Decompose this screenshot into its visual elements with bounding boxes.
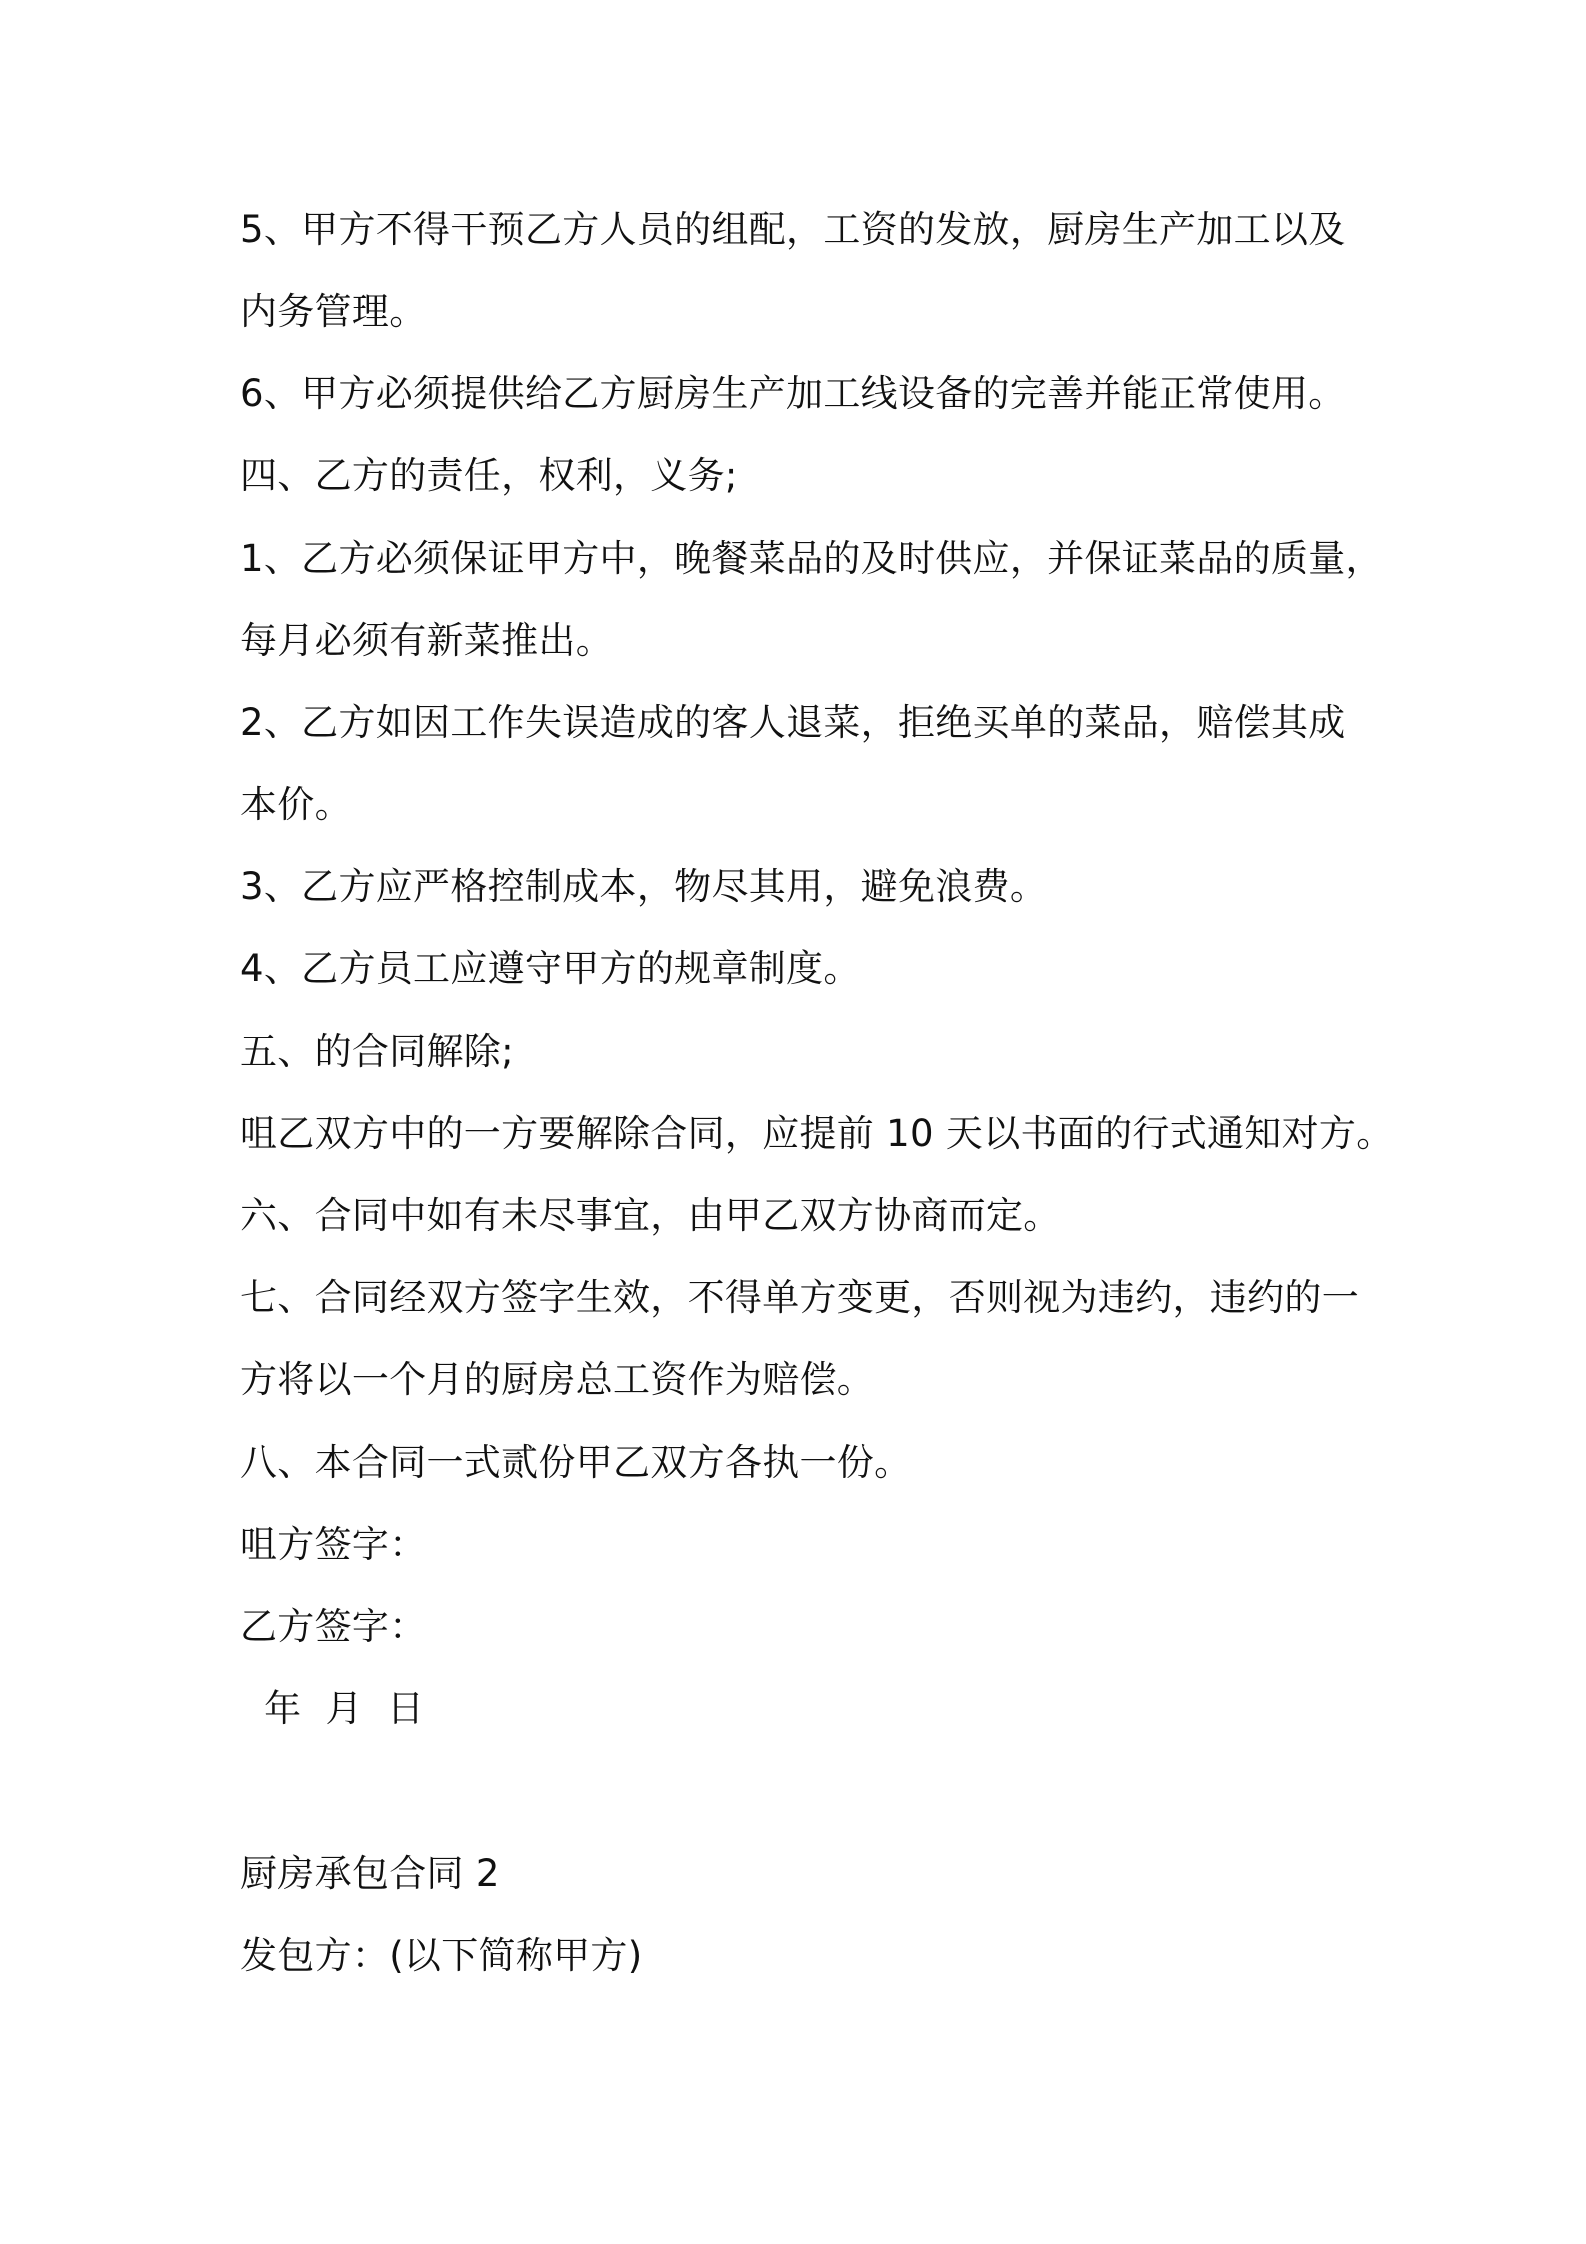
contract-2-title: 厨房承包合同 2: [240, 1852, 500, 1895]
clause-3: 3、乙方应严格控制成本，物尽其用，避免浪费。: [240, 865, 1048, 908]
section-6: 六、合同中如有未尽事宜，由甲乙双方协商而定。: [240, 1194, 1061, 1237]
clause-5-line-2: 内务管理。: [240, 290, 427, 333]
party-b-signature: 乙方签字：: [240, 1605, 427, 1648]
section-7-line-2: 方将以一个月的厨房总工资作为赔偿。: [240, 1358, 875, 1401]
clause-1-line-1: 1、乙方必须保证甲方中，晚餐菜品的及时供应，并保证菜品的质量，: [240, 537, 1383, 580]
clause-2-line-2: 本价。: [240, 783, 352, 826]
clause-5-line-1: 5、甲方不得干预乙方人员的组配，工资的发放，厨房生产加工以及: [240, 208, 1346, 251]
section-7-line-1: 七、合同经双方签字生效，不得单方变更，否则视为违约，违约的一: [240, 1276, 1359, 1319]
section-8: 八、本合同一式贰份甲乙双方各执一份。: [240, 1441, 912, 1484]
clause-1-line-2: 每月必须有新菜推出。: [240, 619, 613, 662]
contractor-line: 发包方：(以下简称甲方): [240, 1934, 643, 1977]
section-4-heading: 四、乙方的责任，权利，义务;: [240, 454, 738, 497]
party-a-signature: 咀方签字：: [240, 1523, 427, 1566]
date-line: 年 月 日: [240, 1687, 425, 1730]
section-5-heading: 五、的合同解除;: [240, 1030, 514, 1073]
termination-clause: 咀乙双方中的一方要解除合同，应提前 10 天以书面的行式通知对方。: [240, 1112, 1394, 1155]
clause-6: 6、甲方必须提供给乙方厨房生产加工线设备的完善并能正常使用。: [240, 372, 1346, 415]
clause-2-line-1: 2、乙方如因工作失误造成的客人退菜，拒绝买单的菜品，赔偿其成: [240, 701, 1346, 744]
clause-4: 4、乙方员工应遵守甲方的规章制度。: [240, 947, 861, 990]
